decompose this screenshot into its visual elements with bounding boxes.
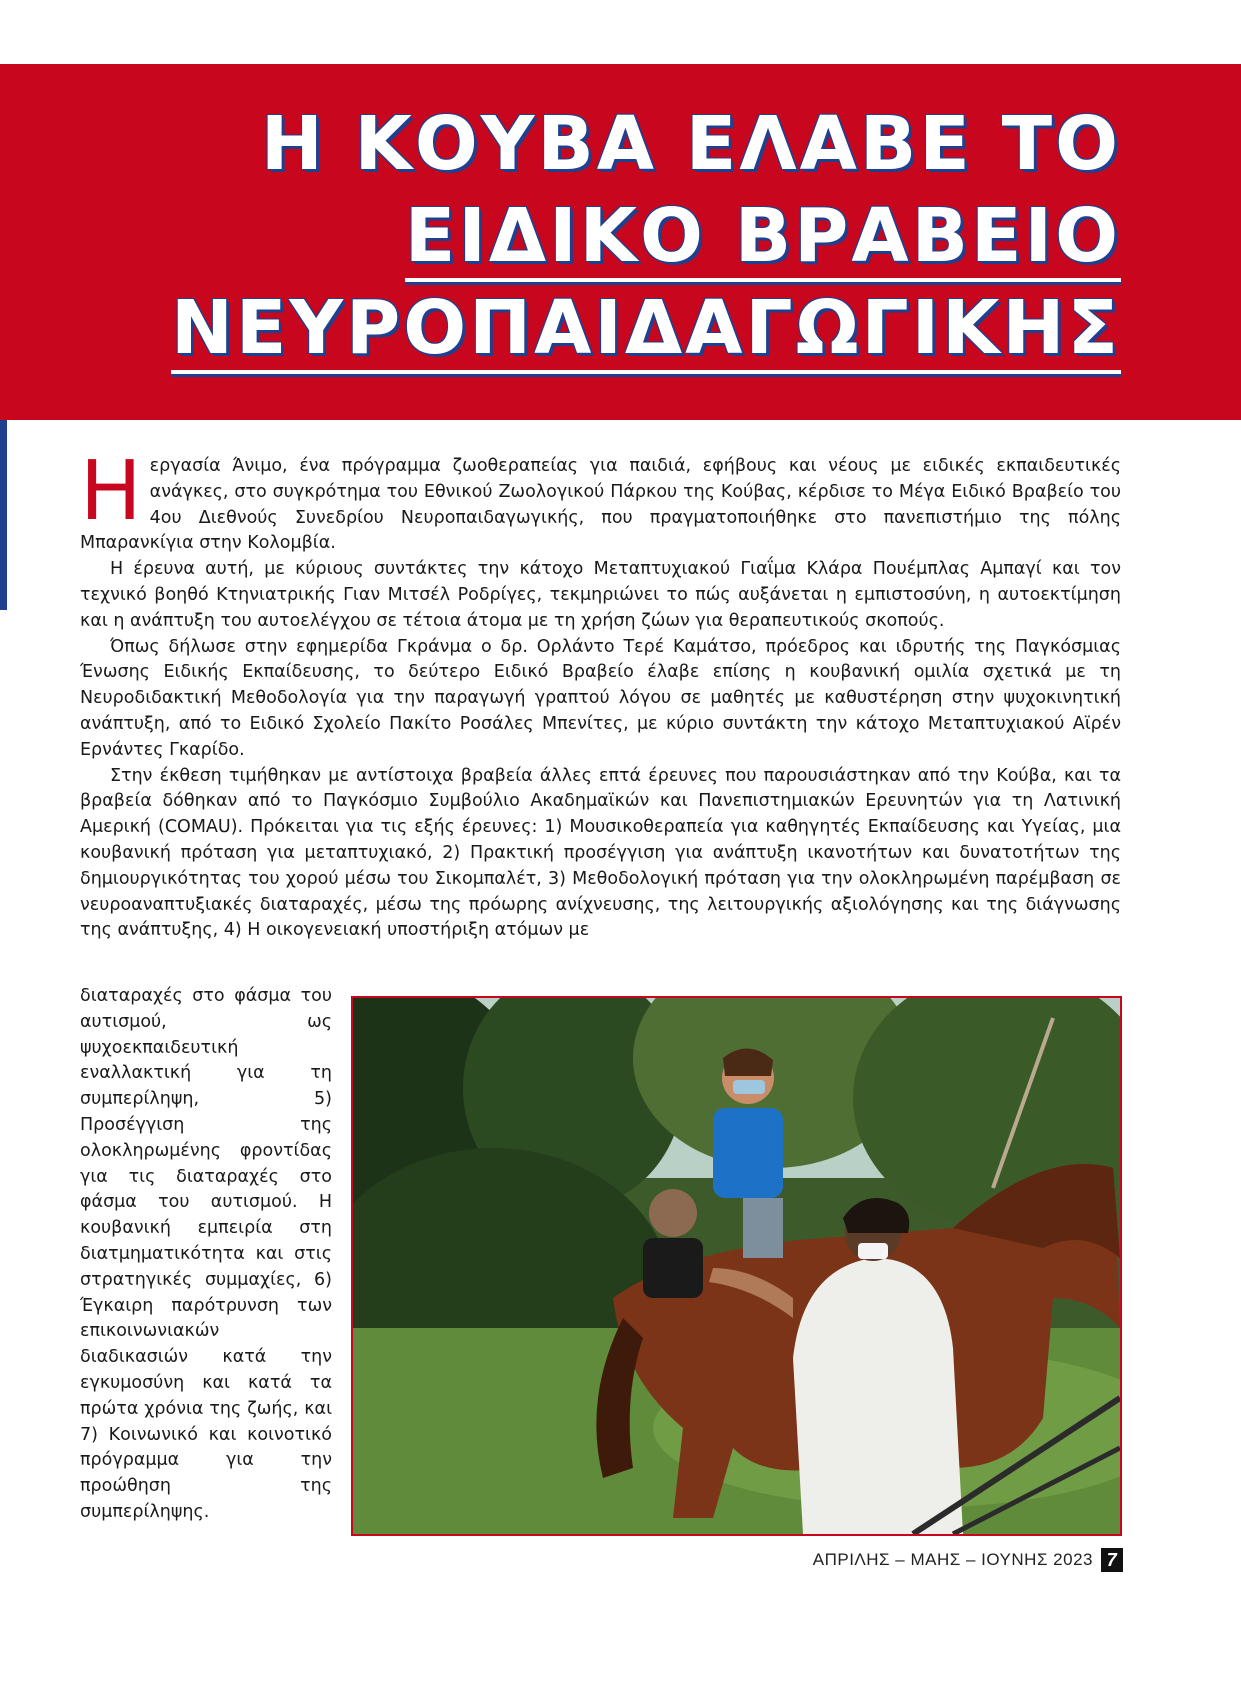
accent-bar (0, 420, 7, 610)
paragraph-3: Όπως δήλωσε στην εφημερίδα Γκράνμα ο δρ. Ορλάντο Τερέ Καμάτσο, πρόεδρος και ιδρυτής της Παγκόσμιας Ένωσης Ειδικής Εκπαίδευσης, το δεύτερο Ειδικό Βραβείο έλαβε επίσης η κουβανική ομιλία σχετικά με τη Νευροδιδακτική Μεθοδολογία για την παραγωγή γραπτού λόγου σε μαθητές με καθυστέρηση στην ψυχοκινητική ανάπτυξη, από το Ειδικό Σχολείο Πακίτο Ροσάλες Μπενίτες, με κύριο συντάκτη την κάτοχο Μεταπτυχιακού Αϊρέν Ερνάντες Γκαρίδο. (80, 636, 1121, 760)
paragraph-4: Στην έκθεση τιμήθηκαν με αντίστοιχα βραβεία άλλες επτά έρευνες που παρουσιάστηκαν από την Κούβα, και τα βραβεία δόθηκαν από το Παγκόσμιο Συμβούλιο Ακαδημαϊκών και Πανεπιστημιακών Ερευνητών για τη Λατινική Αμερική (COMAU). Πρόκειται για τις εξής έρευνες: 1) Μουσικοθεραπεία για καθηγητές Εκπαίδευσης και Υγείας, μια κουβανική πρόταση για μεταπτυχιακό, 2) Πρακτική προσέγγιση για ανάπτυξη ικανοτήτων και δυνατοτήτων της δημιουργικότητας του χορού μέσω του Σικομπαλέτ, 3) Μεθοδολογική πρόταση για την ολοκληρωμένη παρέμβαση σε νευροαναπτυξιακές διαταραχές, μέσω της πρόωρης ανίχνευσης, της λειτουργικής αξιολόγησης και της διάγνωσης της ανάπτυξης, 4) Η οικογενειακή υποστήριξη ατόμων με (80, 765, 1121, 941)
article-body-continued (80, 984, 332, 1526)
page-number: 7 (1101, 1548, 1123, 1572)
horse-therapy-photo (353, 998, 1120, 1534)
drop-cap: Η (80, 444, 142, 539)
article-body (80, 444, 1121, 944)
title-line-3: ΝΕΥΡΟΠΑΙΔΑΓΩΓΙΚΗΣ (171, 286, 1121, 374)
title-line-2: ΕΙΔΙΚΟ ΒΡΑΒΕΙΟ (405, 194, 1121, 282)
paragraph-4-continued: διαταραχές στο φάσμα του αυτισμού, ως ψυχοεκπαιδευτική εναλλακτική για τη συμπερίληψη, 5) Προσέγγιση της ολοκληρωμένης φροντίδας για τις διαταραχές στο φάσμα του αυτισμού. Η κουβανική εμπειρία στη διατμηματικότητα και στις στρατηγικές συμμαχίες, 6) Έγκαιρη παρότρυνση των επικοινωνιακών διαδικασιών κατά την εγκυμοσύνη και κατά τα πρώτα χρόνια της ζωής, και 7) Κοινωνικό και κοινοτικό πρόγραμμα για την προώθηση της συμπερίληψης. (80, 986, 332, 1522)
page-footer (813, 1548, 1123, 1572)
paragraph-1 (80, 444, 1121, 557)
paragraph-1-text: εργασία Άνιμο, ένα πρόγραμμα ζωοθεραπείας για παιδιά, εφήβους και νέους με ειδικές εκπαιδευτικές ανάγκες, στο συγκρότημα του Εθνικού Ζωολογικού Πάρκου της Κούβας, κέρδισε το Μέγα Ειδικό Βραβείο του 4ου Διεθνούς Συνεδρίου Νευροπαιδαγωγικής, που πραγματοποιήθηκε στο πανεπιστήμιο της πόλης Μπαρανκίγια στην Κολομβία. (80, 456, 1121, 554)
paragraph-2: Η έρευνα αυτή, με κύριους συντάκτες την κάτοχο Μεταπτυχιακού Γιαΐμα Κλάρα Πουέμπλας Αμπαγί και τον τεχνικό βοηθό Κτηνιατρικής Γιαν Μιτσέλ Ροδρίγες, τεκμηριώνει το πώς αυξάνεται η εμπιστοσύνη, η αυτοεκτίμηση και η ανάπτυξη του αυτοελέγχου σε τέτοια άτομα με τη χρήση ζώων για θεραπευτικούς σκοπούς. (80, 559, 1121, 631)
article-photo (351, 996, 1122, 1536)
article-title (121, 98, 1121, 374)
title-line-1: Η ΚΟΥΒΑ ΕΛΑΒΕ ΤΟ (260, 101, 1121, 187)
issue-date: ΑΠΡΙΛΗΣ – ΜΑΗΣ – ΙΟΥΝΗΣ 2023 (812, 1550, 1093, 1569)
